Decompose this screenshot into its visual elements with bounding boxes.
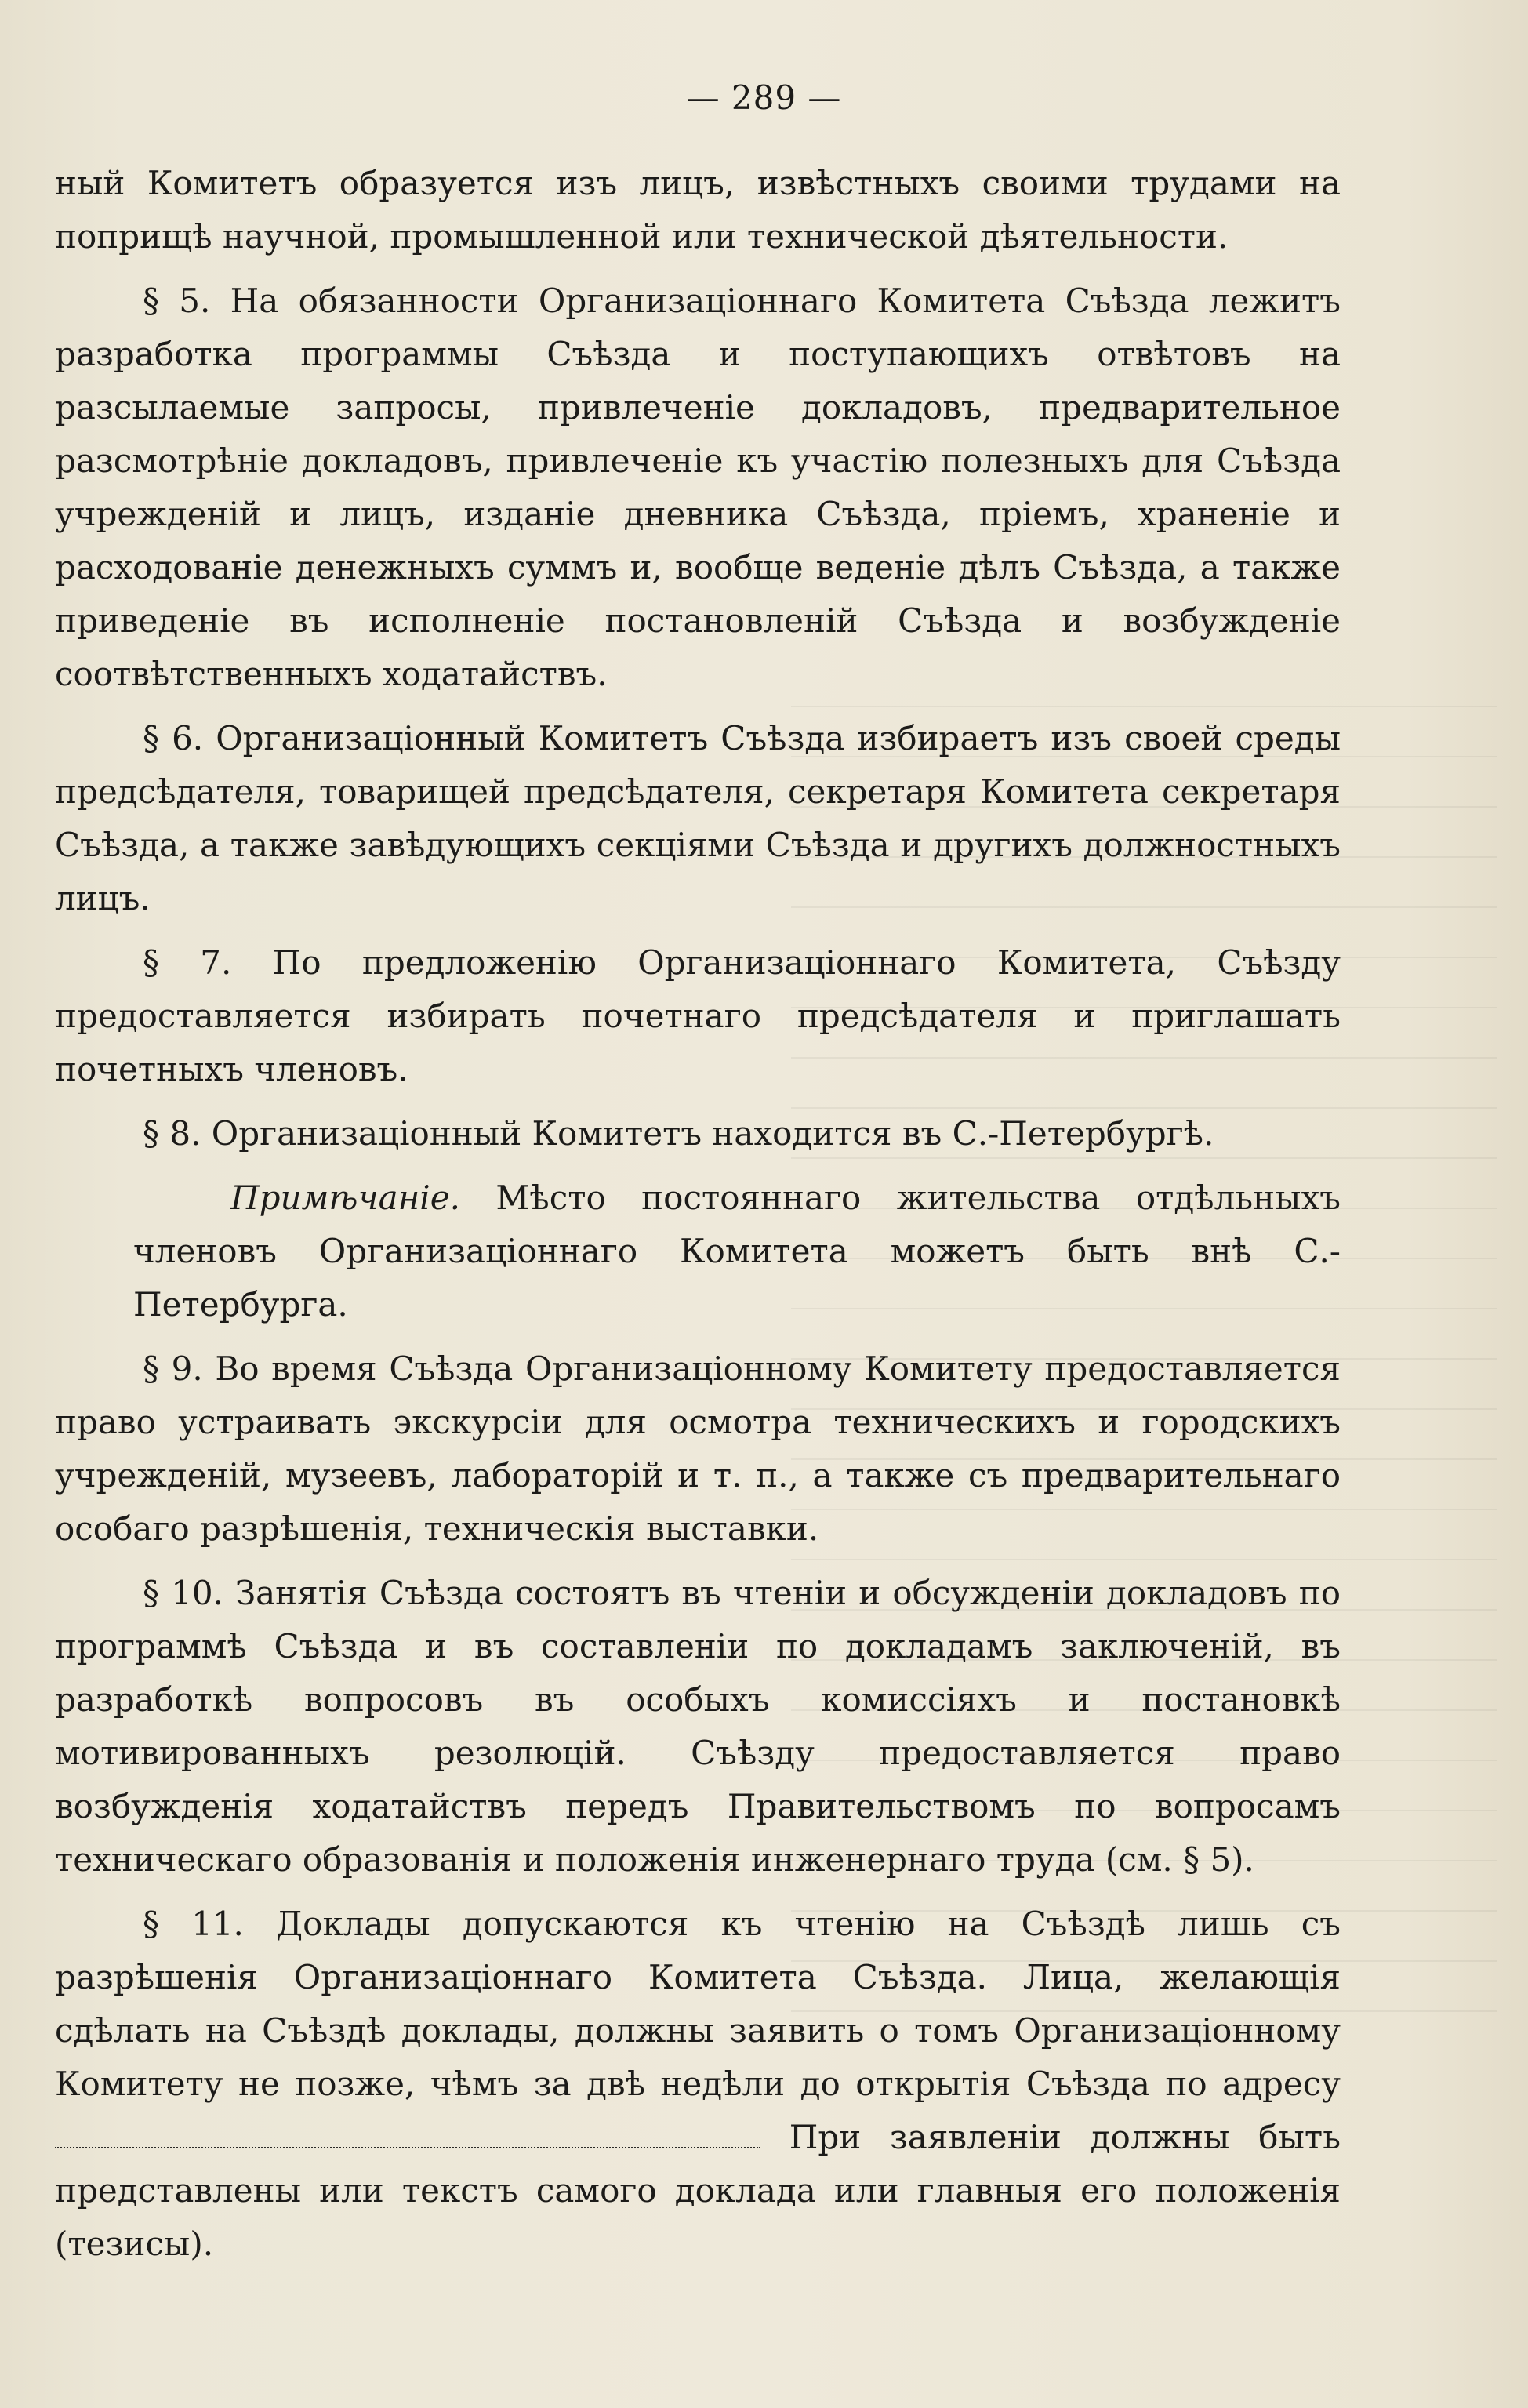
section-8: § 8. Организаціонный Комитетъ находится въ С.-Петербургѣ. xyxy=(143,1114,1214,1153)
note-text: Мѣсто постояннаго жительства отдѣльныхъ членовъ Организаціоннаго Комитета можетъ быть внѣ С.-Петербурга. xyxy=(133,1179,1341,1324)
section-6: § 6. Организаціонный Комитетъ Съѣзда избираетъ изъ своей среды предсѣдателя, товарищей предсѣдателя, секретаря Комитета секретаря Съѣзда, а также завѣдующихъ секціями Съѣзда и другихъ должностныхъ лицъ. xyxy=(55,719,1341,917)
address-blank-line xyxy=(55,2123,760,2148)
page-body xyxy=(55,157,1341,2282)
section-11-part-a: § 11. Доклады допускаются къ чтенію на Съѣздѣ лишь съ разрѣшенія Организаціоннаго Комитета Съѣзда. Лица, желающія сдѣлать на Съѣздѣ доклады, должны заявить о томъ Организаціонному Комитету не позже, чѣмъ за двѣ недѣли до открытія Съѣзда по адресу xyxy=(55,1905,1341,2103)
section-7: § 7. По предложенію Организаціоннаго Комитета, Съѣзду предоставляется избирать почетнаго предсѣдателя и приглашать почетныхъ членовъ. xyxy=(55,943,1341,1088)
section-11 xyxy=(55,1898,1341,2271)
paragraph-continuation: ный Комитетъ образуется изъ лицъ, извѣстныхъ своими трудами на поприщѣ научной, промышленной или технической дѣятельности. xyxy=(55,164,1341,256)
section-11-part-b: При заявленіи должны быть представлены или текстъ самого доклада или главныя его положенія (тезисы). xyxy=(55,2118,1341,2263)
note-label: Примѣчаніе. xyxy=(230,1179,460,1217)
page-number: — 289 — xyxy=(686,78,842,117)
section-9: § 9. Во время Съѣзда Организаціонному Комитету предоставляется право устраивать экскурсіи для осмотра техническихъ и городскихъ учрежденій, музеевъ, лабораторій и т. п., а также съ предварительнаго особаго разрѣшенія, техническія выставки. xyxy=(55,1349,1341,1548)
section-5: § 5. На обязанности Организаціоннаго Комитета Съѣзда лежитъ разработка программы Съѣзда и поступающихъ отвѣтовъ на разсылаемые запросы, привлеченіе докладовъ, предварительное разсмотрѣніе докладовъ, привлеченіе къ участію полезныхъ для Съѣзда учрежденій и лицъ, изданіе дневника Съѣзда, пріемъ, храненіе и расходованіе денежныхъ суммъ и, вообще веденіе дѣлъ Съѣзда, а также приведеніе въ исполненіе постановленій Съѣзда и возбужденіе соотвѣтственныхъ ходатайствъ. xyxy=(55,281,1341,693)
section-8-note xyxy=(55,1171,1341,1331)
section-10: § 10. Занятія Съѣзда состоятъ въ чтеніи и обсужденіи докладовъ по программѣ Съѣзда и въ составленіи по докладамъ заключеній, въ разработкѣ вопросовъ въ особыхъ комиссіяхъ и постановкѣ мотивированныхъ резолюцій. Съѣзду предоставляется право возбужденія ходатайствъ передъ Правительствомъ по вопросамъ техническаго образованія и положенія инженернаго труда (см. § 5). xyxy=(55,1574,1341,1879)
